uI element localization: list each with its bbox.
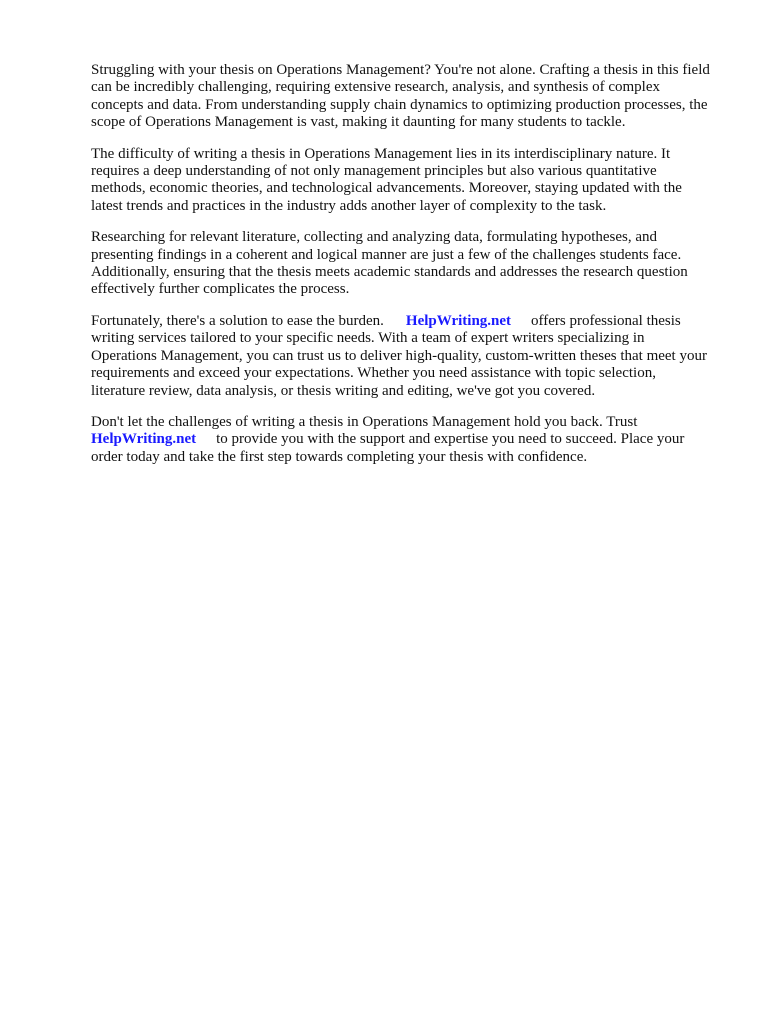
helpwriting-link-cta[interactable]: HelpWriting.net [91, 431, 197, 448]
paragraph-intro: Struggling with your thesis on Operations Management? You're not alone. Crafting a thesis in this field can be incredibly challenging, requiring extensive research, analysis, and synthesis of complex concepts and data. From understanding supply chain dynamics to optimizing production processes, the scope of Operations Management is vast, making it daunting for many students to tackle. [91, 62, 710, 131]
paragraph-solution-text-end: offers professional thesis writing services tailored to your specific needs. With a team of expert writers specializing in Operations Management, you can trust us to deliver high-quality, custom-written theses that meet your requirements and exceed your expectations. Whether you need assistance with topic selection, literature review, data analysis, or thesis writing and editing, we've got you covered. [91, 312, 707, 399]
paragraph-research: Researching for relevant literature, collecting and analyzing data, formulating hypotheses, and presenting findings in a coherent and logical manner are just a few of the challenges students face. Additionally, ensuring that the thesis meets academic standards and addresses the research question effectively further complicates the process. [91, 229, 688, 298]
paragraph-call-to-action [91, 414, 713, 466]
helpwriting-link[interactable]: HelpWriting.net [405, 312, 512, 329]
paragraph-cta-text-start: Don't let the challenges of writing a thesis in Operations Management hold you back. Trust [91, 413, 638, 430]
document-page [91, 62, 713, 480]
paragraph-solution [91, 313, 713, 400]
paragraph-difficulty: The difficulty of writing a thesis in Operations Management lies in its interdisciplinary nature. It requires a deep understanding of not only management principles but also various quantitative methods, economic theories, and technological advancements. Moreover, staying updated with the latest trends and practices in the industry adds another layer of complexity to the task. [91, 145, 682, 214]
paragraph-cta-text-end: to provide you with the support and expertise you need to succeed. Place your order today and take the first step towards completing your thesis with confidence. [91, 431, 685, 465]
paragraph-solution-text-start: Fortunately, there's a solution to ease the burden. [91, 312, 384, 329]
